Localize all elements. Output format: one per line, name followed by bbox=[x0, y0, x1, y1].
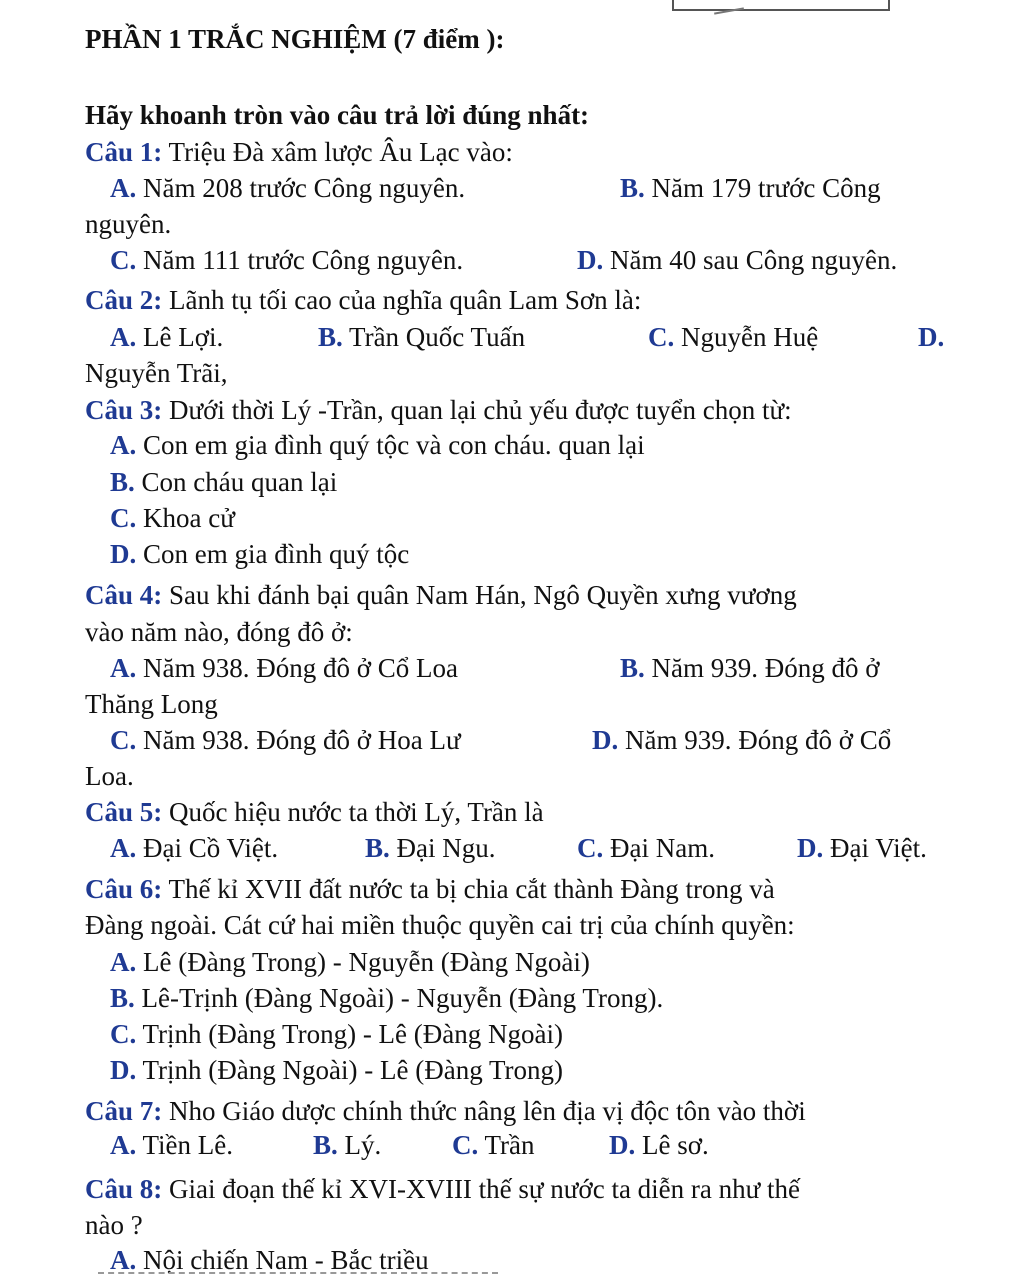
q2-option-d[interactable]: D. bbox=[918, 322, 945, 352]
q6-option-b[interactable]: B. Lê-Trịnh (Đàng Ngoài) - Nguyễn (Đàng Trong). bbox=[110, 983, 664, 1013]
q3-option-d[interactable]: D. Con em gia đình quý tộc bbox=[110, 539, 410, 569]
q1-option-a[interactable]: A. Năm 208 trước Công nguyên. bbox=[110, 173, 466, 203]
question-6-continuation: Đàng ngoài. Cát cứ hai miền thuộc quyền cai trị của chính quyền: bbox=[85, 910, 795, 940]
q4-option-b-continuation: Thăng Long bbox=[85, 689, 218, 719]
question-6: Câu 6: Thế kỉ XVII đất nước ta bị chia cắt thành Đàng trong và bbox=[85, 874, 775, 904]
question-3: Câu 3: Dưới thời Lý -Trần, quan lại chủ yếu được tuyển chọn từ: bbox=[85, 395, 792, 425]
instruction: Hãy khoanh tròn vào câu trả lời đúng nhất: bbox=[85, 100, 590, 130]
q6-option-c[interactable]: C. Trịnh (Đàng Trong) - Lê (Đàng Ngoài) bbox=[110, 1019, 563, 1049]
q7-option-a[interactable]: A. Tiền Lê. bbox=[110, 1130, 234, 1160]
q4-option-c[interactable]: C. Năm 938. Đóng đô ở Hoa Lư bbox=[110, 725, 461, 755]
question-5: Câu 5: Quốc hiệu nước ta thời Lý, Trần là bbox=[85, 797, 544, 827]
q1-option-b[interactable]: B. Năm 179 trước Công bbox=[620, 173, 881, 203]
q6-option-d[interactable]: D. Trịnh (Đàng Ngoài) - Lê (Đàng Trong) bbox=[110, 1055, 563, 1085]
q7-option-c[interactable]: C. Trần bbox=[452, 1130, 535, 1160]
q3-option-c[interactable]: C. Khoa cử bbox=[110, 503, 235, 533]
q2-option-b[interactable]: B. Trần Quốc Tuấn bbox=[318, 322, 526, 352]
section-title: PHẦN 1 TRẮC NGHIỆM (7 điểm ): bbox=[85, 24, 505, 54]
question-4: Câu 4: Sau khi đánh bại quân Nam Hán, Ngô Quyền xưng vương bbox=[85, 580, 797, 610]
q1-option-c[interactable]: C. Năm 111 trước Công nguyên. bbox=[110, 245, 464, 275]
q5-option-a[interactable]: A. Đại Cồ Việt. bbox=[110, 833, 279, 863]
q7-option-b[interactable]: B. Lý. bbox=[313, 1130, 382, 1160]
q3-option-a[interactable]: A. Con em gia đình quý tộc và con cháu. quan lại bbox=[110, 430, 645, 460]
question-8-continuation: nào ? bbox=[85, 1210, 143, 1240]
q6-option-a[interactable]: A. Lê (Đàng Trong) - Nguyễn (Đàng Ngoài) bbox=[110, 947, 590, 977]
q5-option-d[interactable]: D. Đại Việt. bbox=[797, 833, 927, 863]
question-1: Câu 1: Triệu Đà xâm lược Âu Lạc vào: bbox=[85, 137, 513, 167]
question-8: Câu 8: Giai đoạn thế kỉ XVI-XVIII thế sự nước ta diễn ra như thế bbox=[85, 1174, 801, 1204]
q4-option-d[interactable]: D. Năm 939. Đóng đô ở Cổ bbox=[592, 725, 892, 755]
q4-option-b[interactable]: B. Năm 939. Đóng đô ở bbox=[620, 653, 880, 683]
q4-option-d-continuation: Loa. bbox=[85, 761, 134, 791]
top-frame-decoration bbox=[672, 0, 890, 11]
page-cut-edge bbox=[98, 1272, 498, 1278]
q7-option-d[interactable]: D. Lê sơ. bbox=[609, 1130, 709, 1160]
q1-option-d[interactable]: D. Năm 40 sau Công nguyên. bbox=[577, 245, 898, 275]
q4-option-a[interactable]: A. Năm 938. Đóng đô ở Cổ Loa bbox=[110, 653, 458, 683]
q1-option-b-continuation: nguyên. bbox=[85, 209, 172, 239]
question-4-continuation: vào năm nào, đóng đô ở: bbox=[85, 617, 353, 647]
q8-option-a[interactable]: A. Nội chiến Nam - Bắc triều bbox=[110, 1245, 429, 1275]
q2-option-c[interactable]: C. Nguyễn Huệ bbox=[648, 322, 819, 352]
q3-option-b[interactable]: B. Con cháu quan lại bbox=[110, 467, 338, 497]
q5-option-b[interactable]: B. Đại Ngu. bbox=[365, 833, 496, 863]
question-7: Câu 7: Nho Giáo dược chính thức nâng lên địa vị độc tôn vào thời bbox=[85, 1096, 806, 1126]
q5-option-c[interactable]: C. Đại Nam. bbox=[577, 833, 715, 863]
question-2: Câu 2: Lãnh tụ tối cao của nghĩa quân Lam Sơn là: bbox=[85, 285, 642, 315]
q2-option-a[interactable]: A. Lê Lợi. bbox=[110, 322, 224, 352]
q2-option-d-continuation: Nguyễn Trãi, bbox=[85, 358, 228, 388]
